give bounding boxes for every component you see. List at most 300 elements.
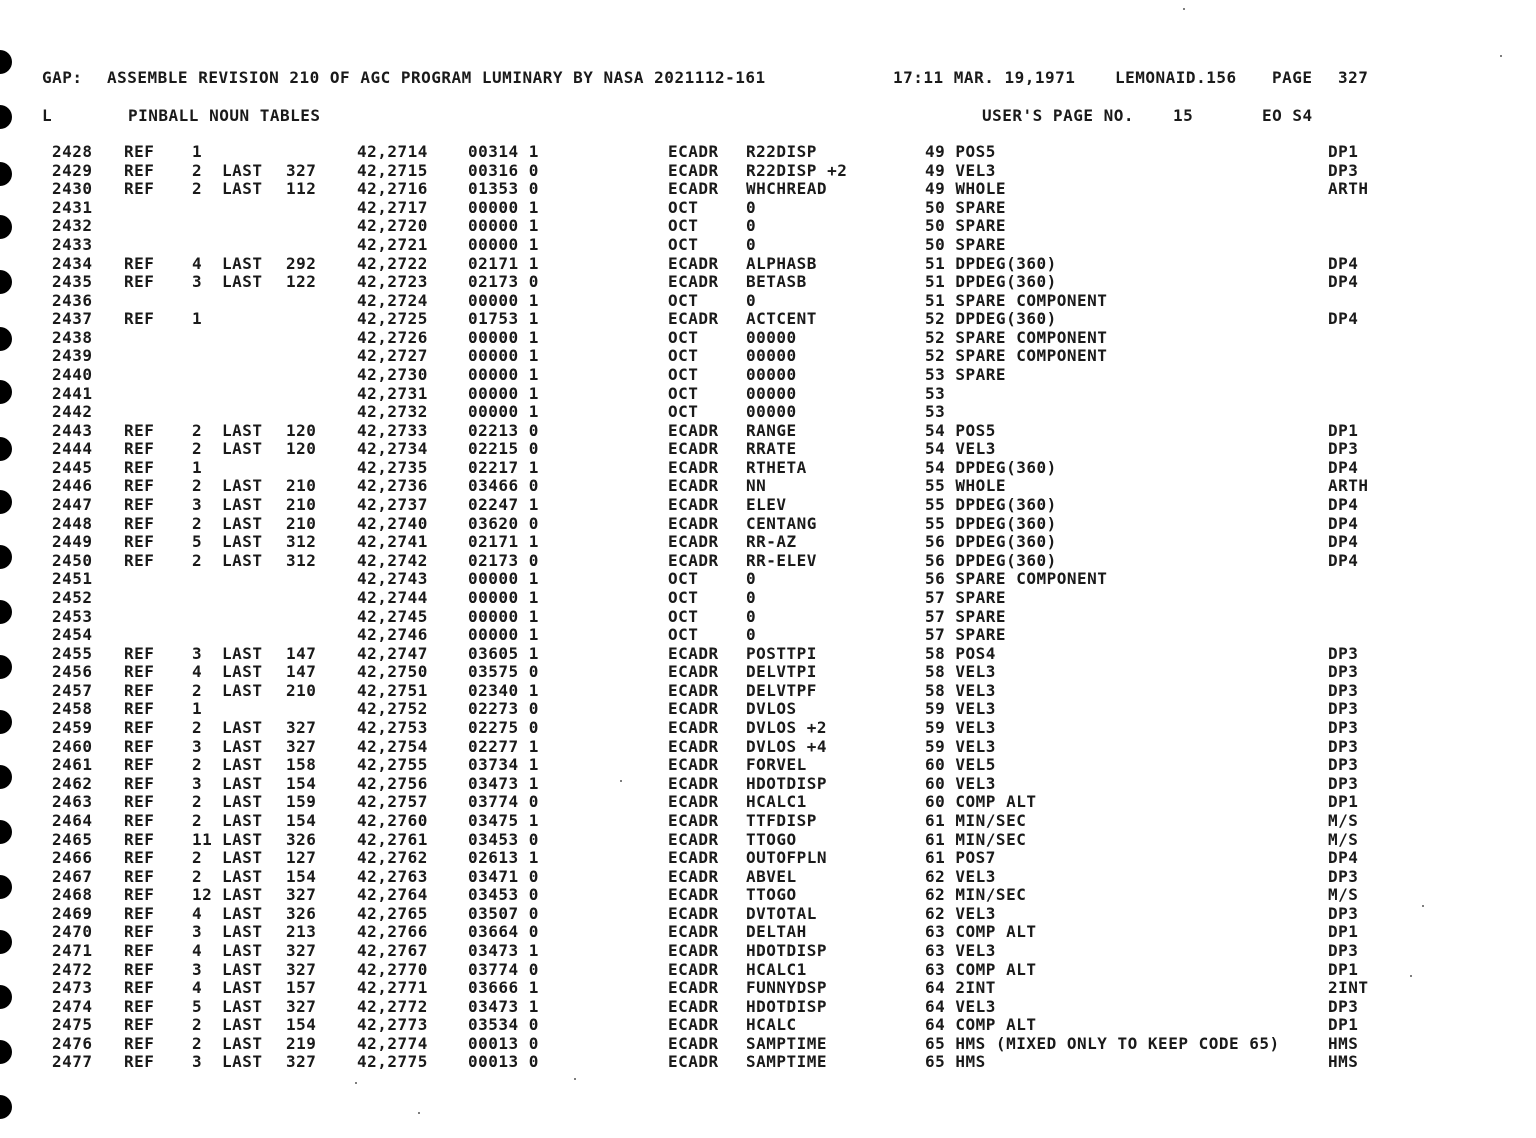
opcode: OCT bbox=[668, 234, 699, 254]
last-keyword: LAST bbox=[222, 829, 263, 849]
last-page: 326 bbox=[286, 829, 317, 849]
operand: DELVTPI bbox=[746, 662, 817, 682]
comment: 59 VEL3 bbox=[925, 699, 996, 719]
comment: 55 DPDEG(360) bbox=[925, 495, 1057, 514]
paper-speck bbox=[355, 1082, 357, 1084]
address: 42,2731 bbox=[357, 383, 428, 403]
comment: 59 VEL3 bbox=[925, 718, 996, 737]
operand: 00000 bbox=[746, 346, 797, 366]
line-number: 2477 bbox=[52, 1052, 93, 1072]
ref-keyword: REF bbox=[124, 996, 155, 1016]
opcode: OCT bbox=[668, 216, 699, 236]
last-keyword: LAST bbox=[222, 1052, 263, 1072]
scale-type: HMS bbox=[1328, 1033, 1359, 1053]
comment: 57 SPARE bbox=[925, 625, 1007, 645]
operand: 0 bbox=[746, 587, 757, 607]
address: 42,2745 bbox=[357, 606, 428, 626]
last-page: 213 bbox=[286, 922, 317, 942]
comment: 51 SPARE COMPONENT bbox=[925, 290, 1108, 310]
line-number: 2443 bbox=[52, 420, 93, 440]
comment: 57 SPARE bbox=[925, 587, 1007, 607]
scale-type: DP4 bbox=[1328, 495, 1359, 514]
scale-type: M/S bbox=[1328, 810, 1359, 830]
last-page: 327 bbox=[286, 736, 317, 756]
opcode: ECADR bbox=[668, 179, 719, 199]
ref-keyword: REF bbox=[124, 736, 155, 756]
comment: 60 VEL3 bbox=[925, 773, 996, 793]
last-keyword: LAST bbox=[222, 532, 263, 552]
line-number: 2431 bbox=[52, 197, 93, 217]
scale-type: DP1 bbox=[1328, 420, 1359, 440]
opcode: ECADR bbox=[668, 253, 719, 273]
section-title: PINBALL NOUN TABLES bbox=[128, 106, 321, 125]
line-number: 2465 bbox=[52, 829, 93, 849]
comment: 49 WHOLE bbox=[925, 179, 1007, 199]
punch-hole-icon bbox=[0, 380, 12, 404]
line-number: 2448 bbox=[52, 513, 93, 533]
last-keyword: LAST bbox=[222, 866, 263, 886]
octal-value: 03575 0 bbox=[468, 662, 539, 682]
last-keyword: LAST bbox=[222, 922, 263, 942]
ref-count: 2 bbox=[192, 1015, 203, 1035]
opcode: ECADR bbox=[668, 439, 719, 459]
scale-type: M/S bbox=[1328, 829, 1359, 849]
gap-label: GAP: bbox=[42, 68, 83, 87]
ref-keyword: REF bbox=[124, 142, 155, 161]
operand: NN bbox=[746, 476, 767, 496]
line-number: 2440 bbox=[52, 365, 93, 384]
comment: 61 POS7 bbox=[925, 848, 996, 867]
punch-hole-icon bbox=[0, 875, 12, 899]
opcode: ECADR bbox=[668, 922, 719, 942]
line-number: 2473 bbox=[52, 978, 93, 998]
line-number: 2467 bbox=[52, 866, 93, 886]
ref-keyword: REF bbox=[124, 885, 155, 905]
octal-value: 02217 1 bbox=[468, 457, 539, 477]
operand: 00000 bbox=[746, 383, 797, 403]
line-number: 2472 bbox=[52, 959, 93, 979]
ref-count: 2 bbox=[192, 848, 203, 867]
octal-value: 03473 1 bbox=[468, 996, 539, 1016]
operand: TTOGO bbox=[746, 829, 797, 849]
octal-value: 00000 1 bbox=[468, 197, 539, 217]
opcode: ECADR bbox=[668, 160, 719, 180]
punch-hole-icon bbox=[0, 270, 12, 294]
octal-value: 03734 1 bbox=[468, 755, 539, 775]
scale-type: DP4 bbox=[1328, 309, 1359, 329]
ref-count: 3 bbox=[192, 643, 203, 663]
scale-type: DP3 bbox=[1328, 718, 1359, 737]
scale-type: DP3 bbox=[1328, 996, 1359, 1016]
last-page: 327 bbox=[286, 1052, 317, 1072]
last-page: 112 bbox=[286, 179, 317, 199]
header-line-1 bbox=[0, 68, 1369, 88]
ref-count: 2 bbox=[192, 718, 203, 737]
scale-type: ARTH bbox=[1328, 476, 1369, 496]
last-page: 327 bbox=[286, 160, 317, 180]
line-number: 2453 bbox=[52, 606, 93, 626]
ref-count: 3 bbox=[192, 922, 203, 942]
last-keyword: LAST bbox=[222, 773, 263, 793]
octal-value: 00000 1 bbox=[468, 346, 539, 366]
header-line-2 bbox=[0, 106, 1313, 126]
operand: ELEV bbox=[746, 495, 787, 514]
last-keyword: LAST bbox=[222, 643, 263, 663]
address: 42,2751 bbox=[357, 680, 428, 700]
operand: FUNNYDSP bbox=[746, 978, 828, 998]
punch-hole-icon bbox=[0, 655, 12, 679]
operand: 0 bbox=[746, 197, 757, 217]
comment: 53 bbox=[925, 402, 946, 422]
operand: R22DISP +2 bbox=[746, 160, 848, 180]
line-number: 2471 bbox=[52, 940, 93, 960]
last-keyword: LAST bbox=[222, 959, 263, 979]
line-number: 2438 bbox=[52, 327, 93, 347]
last-page: 219 bbox=[286, 1033, 317, 1053]
ref-keyword: REF bbox=[124, 179, 155, 199]
paper-speck bbox=[418, 1112, 420, 1114]
last-page: 327 bbox=[286, 718, 317, 737]
comment: 58 VEL3 bbox=[925, 680, 996, 700]
last-page: 154 bbox=[286, 810, 317, 830]
punch-hole-icon bbox=[0, 985, 12, 1009]
type-letter: L bbox=[42, 106, 53, 125]
last-page: 154 bbox=[286, 866, 317, 886]
line-number: 2432 bbox=[52, 216, 93, 236]
punch-hole-icon bbox=[0, 820, 12, 844]
comment: 50 SPARE bbox=[925, 197, 1007, 217]
address: 42,2754 bbox=[357, 736, 428, 756]
comment: 63 COMP ALT bbox=[925, 959, 1037, 979]
page-label: PAGE bbox=[1272, 68, 1313, 87]
address: 42,2753 bbox=[357, 718, 428, 737]
octal-value: 00000 1 bbox=[468, 606, 539, 626]
comment: 53 bbox=[925, 383, 946, 403]
last-page: 120 bbox=[286, 439, 317, 459]
comment: 57 SPARE bbox=[925, 606, 1007, 626]
operand: HCALC1 bbox=[746, 959, 807, 979]
opcode: ECADR bbox=[668, 736, 719, 756]
ref-keyword: REF bbox=[124, 680, 155, 700]
octal-value: 00000 1 bbox=[468, 402, 539, 422]
address: 42,2770 bbox=[357, 959, 428, 979]
ref-keyword: REF bbox=[124, 1033, 155, 1053]
opcode: OCT bbox=[668, 290, 699, 310]
ref-count: 2 bbox=[192, 513, 203, 533]
address: 42,2734 bbox=[357, 439, 428, 459]
comment: 52 SPARE COMPONENT bbox=[925, 346, 1108, 366]
opcode: ECADR bbox=[668, 699, 719, 719]
punch-hole-icon bbox=[0, 545, 12, 569]
comment: 65 HMS (MIXED ONLY TO KEEP CODE 65) bbox=[925, 1033, 1280, 1053]
last-keyword: LAST bbox=[222, 996, 263, 1016]
opcode: ECADR bbox=[668, 532, 719, 552]
line-number: 2444 bbox=[52, 439, 93, 459]
opcode: OCT bbox=[668, 197, 699, 217]
ref-keyword: REF bbox=[124, 810, 155, 830]
scale-type: DP4 bbox=[1328, 272, 1359, 292]
operand: TTFDISP bbox=[746, 810, 817, 830]
ref-keyword: REF bbox=[124, 848, 155, 867]
address: 42,2725 bbox=[357, 309, 428, 329]
last-keyword: LAST bbox=[222, 179, 263, 199]
octal-value: 02173 0 bbox=[468, 272, 539, 292]
octal-value: 03466 0 bbox=[468, 476, 539, 496]
ref-keyword: REF bbox=[124, 940, 155, 960]
line-number: 2461 bbox=[52, 755, 93, 775]
scale-type: HMS bbox=[1328, 1052, 1359, 1072]
line-number: 2460 bbox=[52, 736, 93, 756]
opcode: ECADR bbox=[668, 1015, 719, 1035]
ref-keyword: REF bbox=[124, 439, 155, 459]
operand: 0 bbox=[746, 216, 757, 236]
last-keyword: LAST bbox=[222, 272, 263, 292]
octal-value: 02275 0 bbox=[468, 718, 539, 737]
ref-count: 3 bbox=[192, 736, 203, 756]
octal-value: 01753 1 bbox=[468, 309, 539, 329]
last-keyword: LAST bbox=[222, 736, 263, 756]
address: 42,2716 bbox=[357, 179, 428, 199]
ref-keyword: REF bbox=[124, 476, 155, 496]
ref-keyword: REF bbox=[124, 513, 155, 533]
operand: POSTTPI bbox=[746, 643, 817, 663]
last-keyword: LAST bbox=[222, 420, 263, 440]
comment: 58 POS4 bbox=[925, 643, 996, 663]
last-page: 210 bbox=[286, 513, 317, 533]
address: 42,2760 bbox=[357, 810, 428, 830]
ref-count: 1 bbox=[192, 457, 203, 477]
comment: 61 MIN/SEC bbox=[925, 810, 1027, 830]
last-keyword: LAST bbox=[222, 718, 263, 737]
operand: DELTAH bbox=[746, 922, 807, 942]
operand: RR-ELEV bbox=[746, 550, 817, 570]
address: 42,2766 bbox=[357, 922, 428, 942]
address: 42,2746 bbox=[357, 625, 428, 645]
address: 42,2735 bbox=[357, 457, 428, 477]
ref-count: 2 bbox=[192, 792, 203, 812]
ref-keyword: REF bbox=[124, 699, 155, 719]
last-keyword: LAST bbox=[222, 885, 263, 905]
opcode: OCT bbox=[668, 346, 699, 366]
address: 42,2720 bbox=[357, 216, 428, 236]
scale-type: DP3 bbox=[1328, 736, 1359, 756]
opcode: ECADR bbox=[668, 272, 719, 292]
operand: BETASB bbox=[746, 272, 807, 292]
scale-type: DP3 bbox=[1328, 866, 1359, 886]
ref-count: 2 bbox=[192, 476, 203, 496]
address: 42,2765 bbox=[357, 903, 428, 923]
scale-type: DP4 bbox=[1328, 848, 1359, 867]
octal-value: 02613 1 bbox=[468, 848, 539, 867]
opcode: ECADR bbox=[668, 680, 719, 700]
line-number: 2442 bbox=[52, 402, 93, 422]
operand: SAMPTIME bbox=[746, 1033, 828, 1053]
last-page: 292 bbox=[286, 253, 317, 273]
octal-value: 03473 1 bbox=[468, 773, 539, 793]
comment: 56 DPDEG(360) bbox=[925, 550, 1057, 570]
timestamp: 17:11 MAR. 19,1971 bbox=[893, 68, 1076, 87]
opcode: ECADR bbox=[668, 457, 719, 477]
ref-count: 2 bbox=[192, 866, 203, 886]
ref-count: 2 bbox=[192, 439, 203, 459]
line-number: 2447 bbox=[52, 495, 93, 514]
punch-hole-icon bbox=[0, 930, 12, 954]
ref-keyword: REF bbox=[124, 457, 155, 477]
opcode: ECADR bbox=[668, 996, 719, 1016]
operand: CENTANG bbox=[746, 513, 817, 533]
opcode: OCT bbox=[668, 383, 699, 403]
octal-value: 02171 1 bbox=[468, 253, 539, 273]
operand: RRATE bbox=[746, 439, 797, 459]
line-number: 2464 bbox=[52, 810, 93, 830]
comment: 62 VEL3 bbox=[925, 866, 996, 886]
operand: 0 bbox=[746, 606, 757, 626]
operand: ACTCENT bbox=[746, 309, 817, 329]
assemble-title: ASSEMBLE REVISION 210 OF AGC PROGRAM LUMINARY BY NASA 2021112-161 bbox=[107, 68, 766, 87]
scale-type: DP3 bbox=[1328, 439, 1359, 459]
opcode: ECADR bbox=[668, 866, 719, 886]
operand: HDOTDISP bbox=[746, 773, 828, 793]
operand: 00000 bbox=[746, 365, 797, 384]
operand: FORVEL bbox=[746, 755, 807, 775]
last-page: 122 bbox=[286, 272, 317, 292]
comment: 59 VEL3 bbox=[925, 736, 996, 756]
last-page: 327 bbox=[286, 996, 317, 1016]
comment: 56 SPARE COMPONENT bbox=[925, 569, 1108, 589]
line-number: 2459 bbox=[52, 718, 93, 737]
line-number: 2450 bbox=[52, 550, 93, 570]
comment: 61 MIN/SEC bbox=[925, 829, 1027, 849]
octal-value: 00000 1 bbox=[468, 569, 539, 589]
punch-hole-icon bbox=[0, 1040, 12, 1064]
comment: 54 VEL3 bbox=[925, 439, 996, 459]
address: 42,2721 bbox=[357, 234, 428, 254]
last-page: 127 bbox=[286, 848, 317, 867]
opcode: ECADR bbox=[668, 755, 719, 775]
ref-count: 2 bbox=[192, 755, 203, 775]
line-number: 2454 bbox=[52, 625, 93, 645]
last-keyword: LAST bbox=[222, 978, 263, 998]
address: 42,2755 bbox=[357, 755, 428, 775]
last-keyword: LAST bbox=[222, 792, 263, 812]
scale-type: DP3 bbox=[1328, 680, 1359, 700]
ref-count: 2 bbox=[192, 160, 203, 180]
opcode: ECADR bbox=[668, 495, 719, 514]
line-number: 2430 bbox=[52, 179, 93, 199]
last-page: 158 bbox=[286, 755, 317, 775]
line-number: 2437 bbox=[52, 309, 93, 329]
paper-speck bbox=[620, 780, 622, 782]
octal-value: 00000 1 bbox=[468, 290, 539, 310]
paper-speck bbox=[1410, 975, 1412, 977]
operand: 00000 bbox=[746, 402, 797, 422]
comment: 54 DPDEG(360) bbox=[925, 457, 1057, 477]
address: 42,2773 bbox=[357, 1015, 428, 1035]
scale-type: DP4 bbox=[1328, 513, 1359, 533]
address: 42,2761 bbox=[357, 829, 428, 849]
ref-keyword: REF bbox=[124, 866, 155, 886]
address: 42,2726 bbox=[357, 327, 428, 347]
ref-count: 1 bbox=[192, 309, 203, 329]
opcode: ECADR bbox=[668, 885, 719, 905]
comment: 54 POS5 bbox=[925, 420, 996, 440]
opcode: ECADR bbox=[668, 550, 719, 570]
operand: TTOGO bbox=[746, 885, 797, 905]
ref-count: 3 bbox=[192, 1052, 203, 1072]
octal-value: 02273 0 bbox=[468, 699, 539, 719]
last-keyword: LAST bbox=[222, 253, 263, 273]
operand: R22DISP bbox=[746, 142, 817, 161]
comment: 64 COMP ALT bbox=[925, 1015, 1037, 1035]
line-number: 2476 bbox=[52, 1033, 93, 1053]
scale-type: DP1 bbox=[1328, 959, 1359, 979]
opcode: ECADR bbox=[668, 903, 719, 923]
octal-value: 03664 0 bbox=[468, 922, 539, 942]
octal-value: 03475 1 bbox=[468, 810, 539, 830]
operand: SAMPTIME bbox=[746, 1052, 828, 1072]
ref-count: 4 bbox=[192, 662, 203, 682]
ref-count: 4 bbox=[192, 940, 203, 960]
ref-count: 4 bbox=[192, 978, 203, 998]
comment: 60 VEL5 bbox=[925, 755, 996, 775]
line-number: 2435 bbox=[52, 272, 93, 292]
paper-speck bbox=[1500, 55, 1502, 57]
scale-type: DP3 bbox=[1328, 940, 1359, 960]
comment: 50 SPARE bbox=[925, 234, 1007, 254]
operand: DVTOTAL bbox=[746, 903, 817, 923]
ref-count: 4 bbox=[192, 253, 203, 273]
comment: 60 COMP ALT bbox=[925, 792, 1037, 812]
comment: 55 DPDEG(360) bbox=[925, 513, 1057, 533]
comment: 63 COMP ALT bbox=[925, 922, 1037, 942]
ref-keyword: REF bbox=[124, 272, 155, 292]
address: 42,2762 bbox=[357, 848, 428, 867]
comment: 56 DPDEG(360) bbox=[925, 532, 1057, 552]
scale-type: DP4 bbox=[1328, 550, 1359, 570]
comment: 49 POS5 bbox=[925, 142, 996, 161]
last-keyword: LAST bbox=[222, 513, 263, 533]
address: 42,2747 bbox=[357, 643, 428, 663]
address: 42,2775 bbox=[357, 1052, 428, 1072]
opcode: ECADR bbox=[668, 959, 719, 979]
ref-keyword: REF bbox=[124, 309, 155, 329]
line-number: 2446 bbox=[52, 476, 93, 496]
last-keyword: LAST bbox=[222, 940, 263, 960]
last-keyword: LAST bbox=[222, 550, 263, 570]
last-keyword: LAST bbox=[222, 755, 263, 775]
address: 42,2772 bbox=[357, 996, 428, 1016]
punch-hole-icon bbox=[0, 327, 12, 351]
octal-value: 02277 1 bbox=[468, 736, 539, 756]
ref-keyword: REF bbox=[124, 253, 155, 273]
line-number: 2449 bbox=[52, 532, 93, 552]
opcode: OCT bbox=[668, 402, 699, 422]
octal-value: 01353 0 bbox=[468, 179, 539, 199]
ref-keyword: REF bbox=[124, 662, 155, 682]
comment: 62 MIN/SEC bbox=[925, 885, 1027, 905]
ref-keyword: REF bbox=[124, 718, 155, 737]
paper-speck bbox=[1183, 8, 1185, 10]
address: 42,2715 bbox=[357, 160, 428, 180]
line-number: 2475 bbox=[52, 1015, 93, 1035]
ref-keyword: REF bbox=[124, 160, 155, 180]
paper-speck bbox=[574, 1078, 576, 1080]
operand: ALPHASB bbox=[746, 253, 817, 273]
opcode: OCT bbox=[668, 587, 699, 607]
scale-type: 2INT bbox=[1328, 978, 1369, 998]
opcode: ECADR bbox=[668, 829, 719, 849]
octal-value: 00000 1 bbox=[468, 365, 539, 384]
